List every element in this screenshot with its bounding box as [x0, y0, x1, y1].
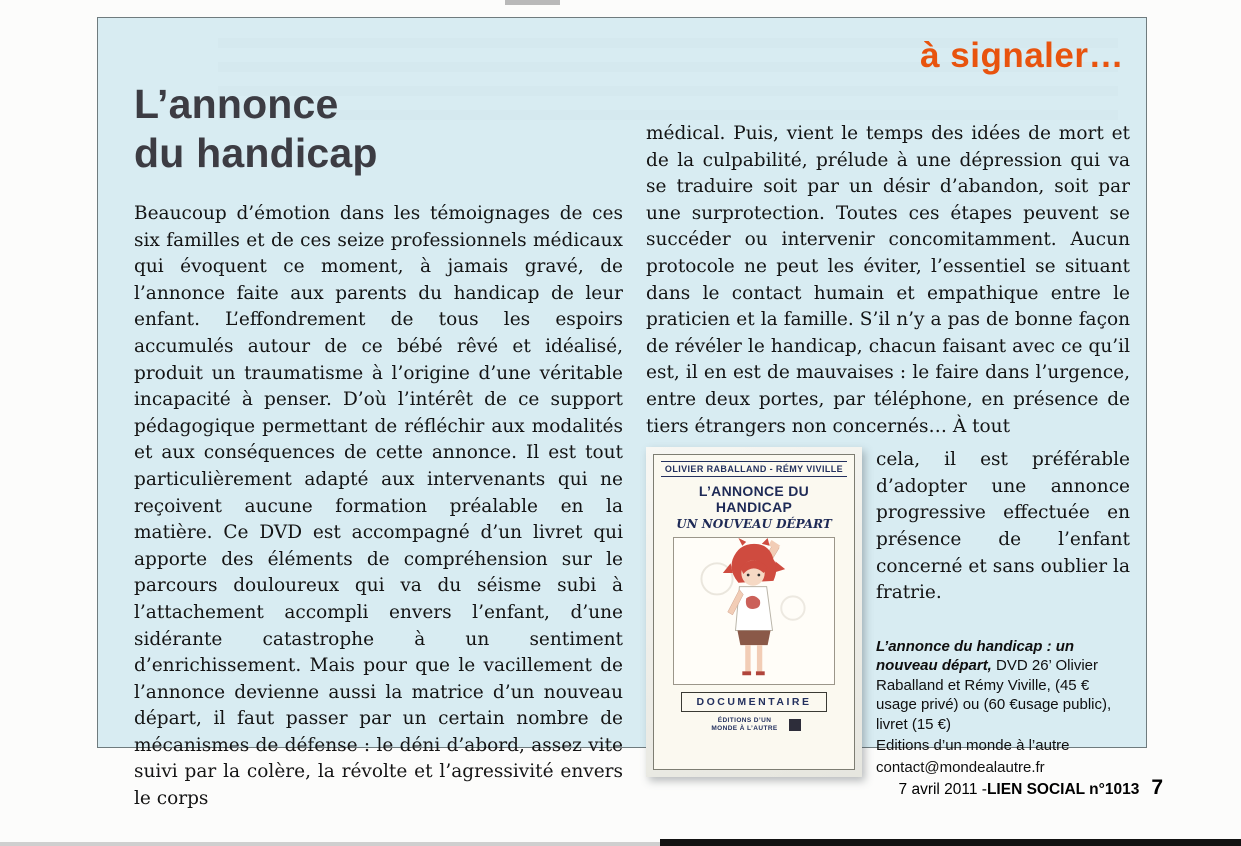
- dvd-title: L’ANNONCE DU HANDICAP: [698, 483, 810, 516]
- article-title: [134, 80, 378, 178]
- dvd-and-caption-section: [646, 447, 1130, 777]
- scan-artifact-bottom-gray: [0, 842, 660, 846]
- article-body-right-column: médical. Puis, vient le temps des idées de mort et de la culpabilité, prélude à une dépression qui va se traduire soit par un désir d’abandon, soit par une surprotection. Toutes ces étapes peuvent se succéder ou intervenir concomitamment. Aucun protocole ne peut les éviter, l’essentiel se situant dans le contact humain et empathique entre le praticien et la famille. S’il n’y a pas de bonne façon de révéler le handicap, chacun faisant avec ce qu’il est, il en est de mauvaises : le faire dans l’urgence, entre deux portes, par téléphone, en présence de tiers étrangers non concernés… À tout: [646, 123, 1130, 437]
- scan-artifact-bottom-dark: [660, 839, 1241, 846]
- dvd-genre-label: DOCUMENTAIRE: [681, 692, 827, 712]
- caption-lead: L’annonce du handicap : un nouveau départ,: [876, 637, 1075, 675]
- wrap-text-area: [876, 447, 1130, 777]
- caption-details: DVD 26’ Olivier Raballand et Rémy Viville, (45 € usage privé) ou (60 €usage public), livret (15 €): [876, 657, 1112, 733]
- page-footer: [899, 776, 1163, 800]
- article-title-line2: du handicap: [134, 130, 378, 176]
- scan-artifact-top: [505, 0, 560, 5]
- caption-contact-email: contact@mondealautre.fr: [876, 758, 1045, 776]
- dvd-cover: [653, 454, 855, 770]
- footer-journal-name: LIEN SOCIAL n°1013: [986, 781, 1140, 798]
- caption-publisher: Editions d’un monde à l’autre: [876, 737, 1070, 755]
- dvd-authors: OLIVIER RABALLAND - RÉMY VIVILLE: [661, 461, 847, 477]
- article-body-wrap-text: cela, il est préférable d’adopter une annonce progressive effectuée en présence de l’enfant concerné et sans oublier la fratrie.: [876, 449, 1130, 604]
- page-number: 7: [1151, 776, 1163, 799]
- dvd-cover-photo: [646, 447, 862, 777]
- section-label: à signaler…: [920, 36, 1124, 75]
- girl-illustration: [674, 538, 834, 684]
- dvd-illustration: [673, 537, 835, 685]
- dvd-subtitle: UN NOUVEAU DÉPART: [676, 517, 832, 532]
- dvd-publisher-row: [661, 717, 847, 733]
- article-body-left-column: Beaucoup d’émotion dans les témoignages de ces six familles et de ces seize professionnels médicaux qui évoquent ce moment, à jamais gravé, de l’annonce faite aux parents du handicap de leur enfant. L’effondrement de tous les espoirs accumulés autour de ce bébé rêvé et idéalisé, produit un traumatisme à l’origine d’une véritable incapacité à penser. D’où l’intérêt de ce support pédagogique permettant de réfléchir aux modalités et aux conséquences de cette annonce. Il est tout particulièrement adapté aux intervenants qui ne reçoivent aucune formation préalable en la matière. Ce DVD est accompagné d’un livret qui apporte des éléments de compréhension sur le parcours douloureux qui va du séisme subi à l’attachement accompli envers l’enfant, d’une sidérante catastrophe à un sentiment d’enrichissement. Mais pour que le vacillement de l’annonce devienne aussi la matrice d’un nouveau départ, il faut passer par un certain nombre de mécanismes de défense : le déni d’abord, assez vite suivi par la colère, la révolte et l’agressivité envers le corps: [134, 203, 623, 810]
- article-title-line1: L’annonce: [134, 81, 339, 127]
- dvd-caption: [876, 637, 1130, 778]
- footer-date: 7 avril 2011 -: [898, 781, 987, 798]
- article-right-column: [646, 121, 1130, 777]
- publisher-logo: [789, 719, 801, 731]
- dvd-publisher-name: ÉDITIONS D’UN MONDE À L’AUTRE: [711, 717, 778, 733]
